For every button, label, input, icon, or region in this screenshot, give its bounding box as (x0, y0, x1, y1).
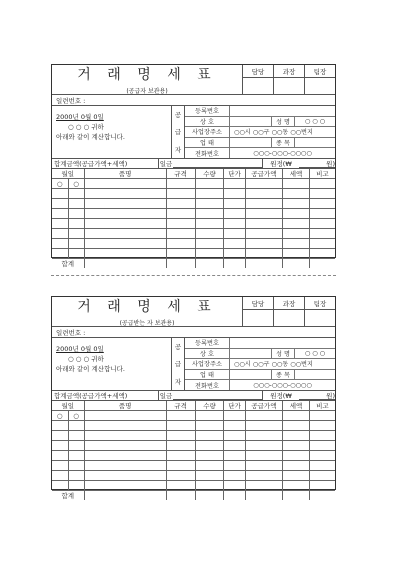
column-header: 비고 (309, 401, 335, 411)
approval-box[interactable]: 과장 (274, 65, 305, 94)
column-header: 품명 (84, 401, 166, 411)
approval-box[interactable]: 담당 (243, 297, 274, 326)
recipient-text: ○ ○ ○ 귀하 (68, 355, 104, 363)
column-header: 월일 (52, 401, 84, 411)
date-text: 2000년 0월 0일 (56, 345, 104, 353)
items-table (52, 169, 335, 268)
column-header: 공급가액 (245, 169, 282, 179)
supplier-label: 공 급 자 (172, 106, 185, 158)
column-header: 규격 (166, 401, 195, 411)
table-row[interactable] (52, 239, 335, 249)
table-row[interactable] (52, 249, 335, 259)
table-row[interactable] (52, 421, 335, 431)
note-text: 아래와 같이 계산합니다. (56, 365, 125, 373)
address-field[interactable]: ○○시 ○○구 ○○동 ○○번지 (234, 361, 313, 369)
table-row[interactable] (52, 431, 335, 441)
type-field[interactable] (294, 138, 335, 148)
column-header: 수량 (195, 169, 224, 179)
recipient-text: ○ ○ ○ 귀하 (68, 123, 104, 131)
total-amount-field[interactable] (173, 159, 263, 168)
reg-no-field[interactable] (230, 106, 335, 116)
form-supplier-copy (51, 64, 336, 268)
supplier-label: 공 급 자 (172, 338, 185, 390)
table-row[interactable] (52, 199, 335, 209)
column-header: 세액 (283, 169, 310, 179)
name-field[interactable]: ○ ○ ○ (294, 117, 335, 127)
title-area (52, 65, 243, 94)
total-row: 합계금액(공급가액+세액) 일금 원정(₩ 원) (54, 391, 335, 400)
company-field[interactable] (230, 117, 271, 127)
business-field[interactable] (230, 138, 271, 148)
cut-line (51, 275, 336, 276)
title-area (52, 297, 243, 326)
table-row[interactable]: ○ ○ (52, 179, 335, 189)
column-header: 세액 (283, 401, 310, 411)
supplier-info: 등록번호 상 호 성 명 ○ ○ ○ 사업장주소 ○○시 ○○구 ○○동 ○○번지 업 태 종 목 전화번호 ○○○-○○○-○○○○ (185, 106, 335, 158)
form-title: 거 래 명 세 표 (77, 67, 217, 83)
phone-field[interactable]: ○○○-○○○-○○○○ (253, 381, 312, 389)
table-row[interactable]: ○ ○ (52, 411, 335, 421)
column-header: 규격 (166, 169, 195, 179)
approval-box[interactable]: 과장 (274, 297, 305, 326)
supplier-info: 등록번호 상 호 성 명 ○ ○ ○ 사업장주소 ○○시 ○○구 ○○동 ○○번지 업 태 종 목 전화번호 ○○○-○○○-○○○○ (185, 338, 335, 390)
form-subtitle: (공급받는 자 보관용) (119, 320, 175, 327)
phone-field[interactable]: ○○○-○○○-○○○○ (253, 149, 312, 157)
business-field[interactable] (230, 370, 271, 380)
table-row[interactable] (52, 461, 335, 471)
table-row[interactable] (52, 441, 335, 451)
table-row[interactable] (52, 471, 335, 481)
name-field[interactable]: ○ ○ ○ (294, 349, 335, 359)
date-text: 2000년 0월 0일 (56, 113, 104, 121)
form-recipient-copy (51, 296, 336, 500)
column-header: 수량 (195, 401, 224, 411)
column-header: 비고 (309, 169, 335, 179)
note-text: 아래와 같이 계산합니다. (56, 133, 125, 141)
column-header: 공급가액 (245, 401, 282, 411)
form-subtitle: (공급자 보관용) (126, 88, 168, 95)
column-header: 단가 (224, 401, 245, 411)
items-table (52, 401, 335, 500)
table-row[interactable] (52, 229, 335, 239)
approval-box[interactable]: 팀장 (305, 297, 335, 326)
total-row: 합계금액(공급가액+세액) 일금 원정(₩ 원) (54, 159, 335, 168)
approval-box[interactable]: 팀장 (305, 65, 335, 94)
reg-no-field[interactable] (230, 338, 335, 348)
company-field[interactable] (230, 349, 271, 359)
sum-label: 합계 (52, 491, 84, 501)
total-amount-field[interactable] (173, 391, 263, 400)
column-header: 품명 (84, 169, 166, 179)
recipient-block (52, 338, 172, 390)
recipient-block (52, 106, 172, 158)
sum-row (52, 491, 335, 501)
serial-number-row[interactable]: 일련번호 : (52, 95, 335, 106)
table-row[interactable] (52, 189, 335, 199)
sum-row (52, 259, 335, 269)
table-row[interactable] (52, 219, 335, 229)
address-field[interactable]: ○○시 ○○구 ○○동 ○○번지 (234, 129, 313, 137)
column-header: 단가 (224, 169, 245, 179)
approval-box[interactable]: 담당 (243, 65, 274, 94)
table-row[interactable] (52, 451, 335, 461)
form-title: 거 래 명 세 표 (77, 299, 217, 315)
table-row[interactable] (52, 209, 335, 219)
column-header: 월일 (52, 169, 84, 179)
table-row[interactable] (52, 481, 335, 491)
type-field[interactable] (294, 370, 335, 380)
sum-label: 합계 (52, 259, 84, 269)
serial-number-row[interactable]: 일련번호 : (52, 327, 335, 338)
